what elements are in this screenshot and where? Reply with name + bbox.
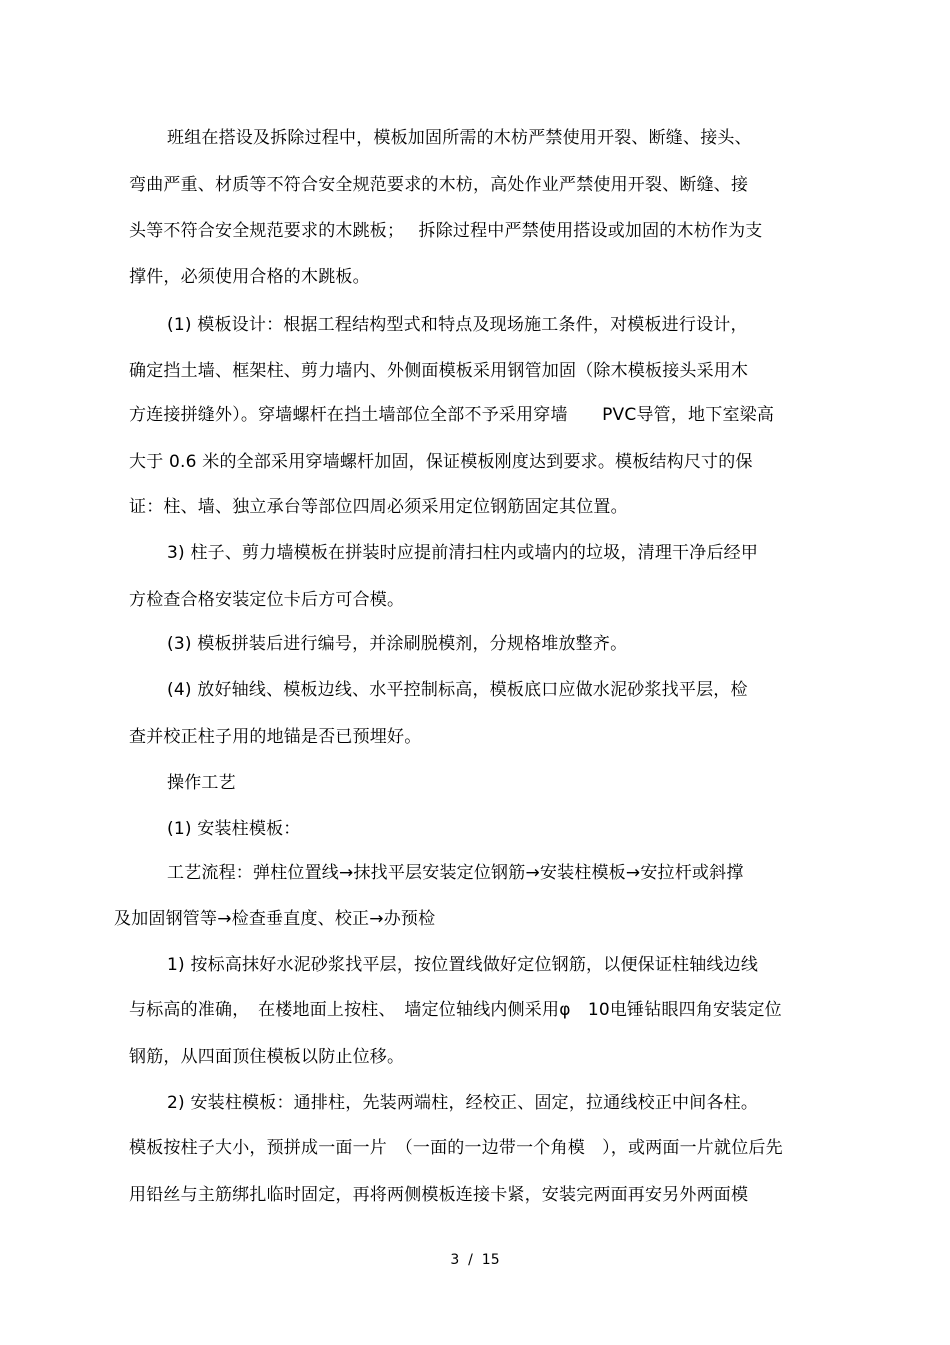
text-line: 钢筋，从四面顶住模板以防止位移。	[129, 1047, 405, 1067]
text-line: 头等不符合安全规范要求的木跳板； 拆除过程中严禁使用搭设或加固的木枋作为支	[129, 221, 763, 241]
text-line: 确定挡土墙、框架柱、剪力墙内、外侧面模板采用钢管加固（除木模板接头采用木	[129, 361, 749, 381]
text-line: (1) 安装柱模板：	[167, 819, 301, 839]
text-line: 班组在搭设及拆除过程中，模板加固所需的木枋严禁使用开裂、断缝、接头、	[167, 128, 752, 148]
text-line: 方检查合格安装定位卡后方可合模。	[129, 590, 405, 610]
text-line: 弯曲严重、材质等不符合安全规范要求的木枋，高处作业严禁使用开裂、断缝、接	[129, 175, 749, 195]
text-line: 方连接拼缝外）。穿墙螺杆在挡土墙部位全部不予采用穿墙 PVC导管，地下室梁高	[129, 405, 775, 425]
text-line: 用铅丝与主筋绑扎临时固定，再将两侧模板连接卡紧，安装完两面再安另外两面模	[129, 1185, 749, 1205]
text-line: 操作工艺	[167, 773, 236, 793]
text-line: (1) 模板设计：根据工程结构型式和特点及现场施工条件，对模板进行设计，	[167, 315, 748, 335]
text-line: 工艺流程：弹柱位置线→抹找平层安装定位钢筋→安装柱模板→安拉杆或斜撑	[167, 863, 744, 883]
text-line: 撑件，必须使用合格的木跳板。	[129, 267, 370, 287]
text-line: 1) 按标高抹好水泥砂浆找平层，按位置线做好定位钢筋，以便保证柱轴线边线	[167, 955, 759, 975]
text-line: 与标高的准确， 在楼地面上按柱、 墙定位轴线内侧采用φ 10电锤钻眼四角安装定位	[129, 1000, 782, 1020]
page-number: 3 / 15	[450, 1252, 500, 1268]
text-line: 3) 柱子、剪力墙模板在拼装时应提前清扫柱内或墙内的垃圾，清理干净后经甲	[167, 543, 759, 563]
text-line: 查并校正柱子用的地锚是否已预埋好。	[129, 727, 422, 747]
text-line: 模板按柱子大小，预拼成一面一片 （一面的一边带一个角模 ），或两面一片就位后先	[129, 1138, 783, 1158]
text-line: (3) 模板拼装后进行编号，并涂刷脱模剂，分规格堆放整齐。	[167, 634, 628, 654]
text-line: 证：柱、墙、独立承台等部位四周必须采用定位钢筋固定其位置。	[129, 497, 628, 517]
text-line: 2) 安装柱模板：通排柱，先装两端柱，经校正、固定，拉通线校正中间各柱。	[167, 1093, 759, 1113]
text-line: (4) 放好轴线、模板边线、水平控制标高，模板底口应做水泥砂浆找平层，检	[167, 680, 748, 700]
text-line: 及加固钢管等→检查垂直度、校正→办预检	[114, 909, 436, 929]
text-line: 大于 0.6 米的全部采用穿墙螺杆加固，保证模板刚度达到要求。模板结构尺寸的保	[129, 452, 753, 472]
